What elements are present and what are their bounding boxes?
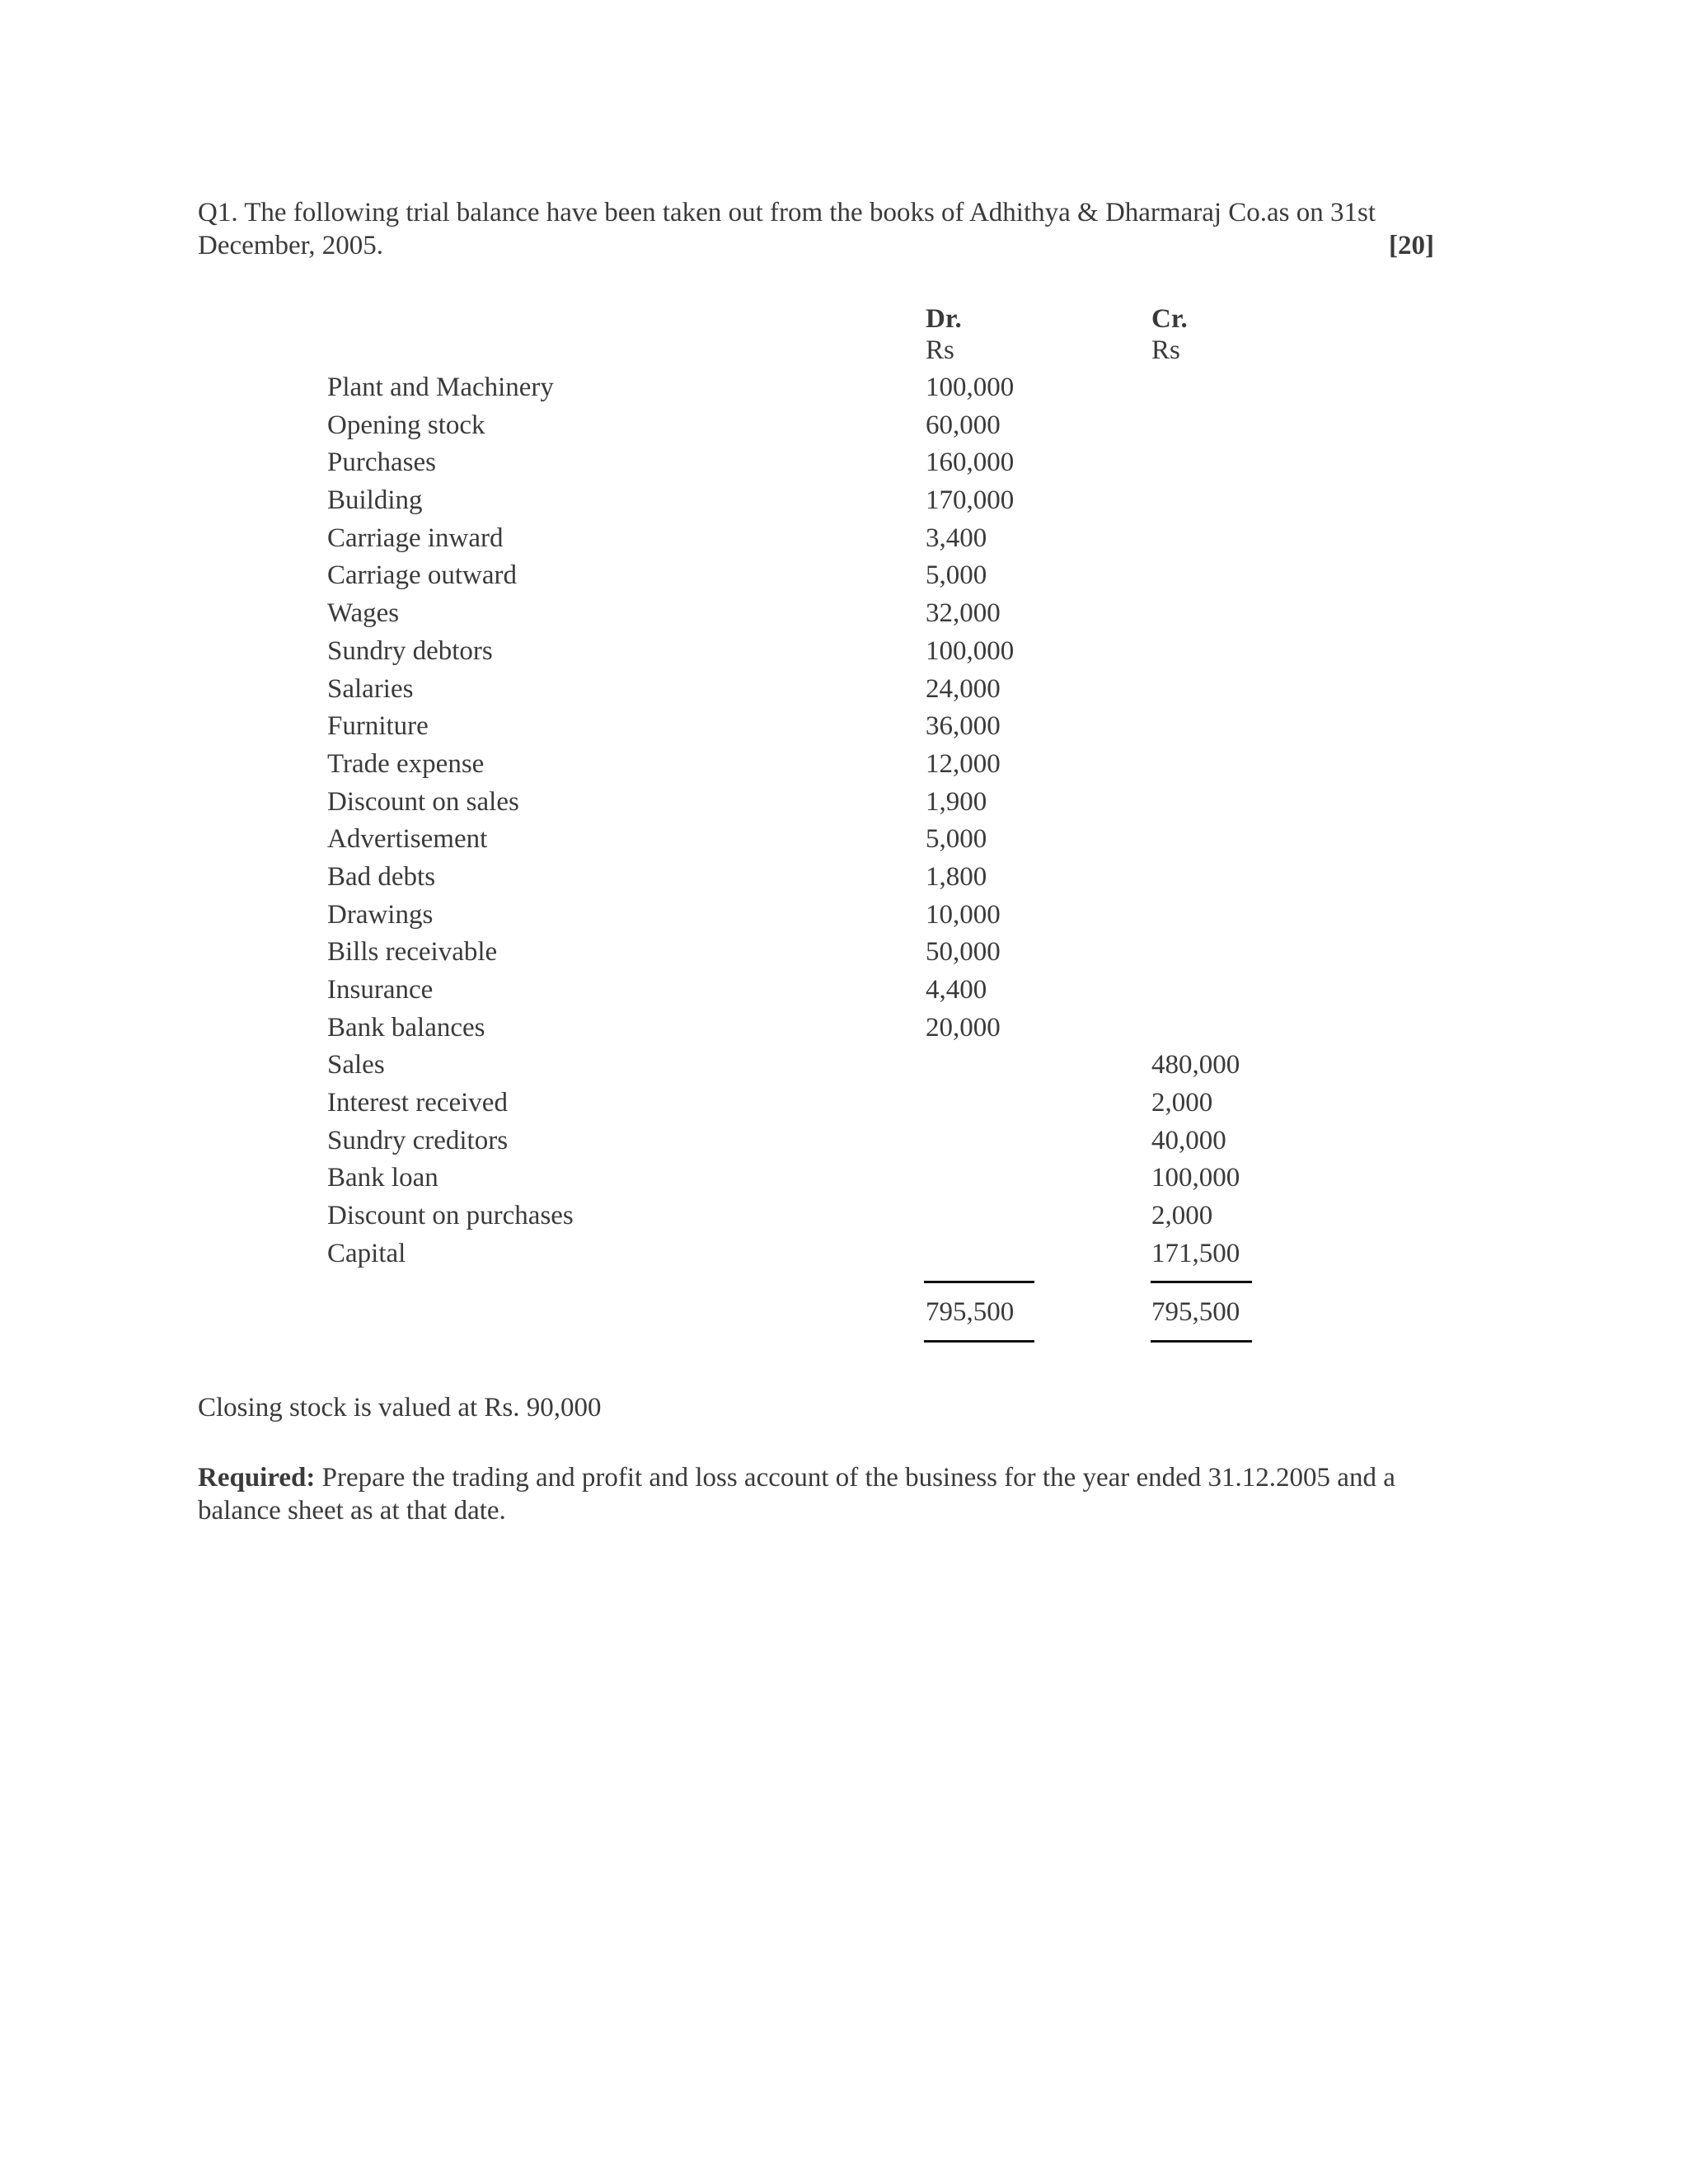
account-name: Discount on purchases [327,1201,574,1231]
dr-amount: 50,000 [926,937,1001,968]
account-name: Furniture [327,711,429,742]
table-row [327,784,1316,822]
account-name: Building [327,485,423,516]
table-row [327,1010,1316,1047]
account-name: Bills receivable [327,937,498,968]
account-name: Advertisement [327,824,488,855]
question-intro [198,196,1434,262]
account-name: Capital [327,1238,406,1268]
table-row [327,1197,1316,1235]
dr-amount: 20,000 [926,1012,1001,1043]
table-row [327,482,1316,520]
dr-amount: 170,000 [926,485,1015,516]
table-row [327,557,1316,595]
account-name: Discount on sales [327,786,519,817]
dr-amount: 1,900 [926,786,987,817]
table-row [327,859,1316,897]
table-row [327,595,1316,633]
dr-amount: 60,000 [926,410,1001,440]
marks-label: [20] [1389,231,1434,260]
account-name: Sundry creditors [327,1125,509,1155]
dr-amount: 3,400 [926,523,987,553]
table-row [327,444,1316,482]
account-name: Sundry debtors [327,635,493,666]
dr-total: 795,500 [926,1297,1015,1327]
dr-amount: 32,000 [926,598,1001,629]
cr-total-rule-bottom [1151,1340,1252,1343]
table-row [327,1122,1316,1160]
cr-amount: 171,500 [1151,1238,1240,1268]
table-row [327,1047,1316,1085]
dr-amount: 24,000 [926,673,1001,704]
table-row [327,972,1316,1010]
table-row [327,633,1316,671]
cr-column-header [1151,303,1188,366]
cr-total: 795,500 [1151,1297,1240,1327]
required-label: Required: [198,1463,316,1493]
table-row [327,520,1316,558]
cr-amount: 480,000 [1151,1050,1240,1080]
cr-amount: 40,000 [1151,1125,1226,1155]
dr-total-rule-top [924,1281,1034,1283]
dr-total-rule-bottom [924,1340,1034,1343]
account-name: Bad debts [327,861,436,892]
account-name: Carriage outward [327,560,517,591]
account-name: Plant and Machinery [327,373,554,402]
table-row [327,1085,1316,1122]
dr-unit: Rs [926,335,954,365]
account-name: Salaries [327,673,414,704]
dr-amount: 36,000 [926,711,1001,742]
cr-label: Cr. [1151,304,1188,334]
account-name: Interest received [327,1088,508,1118]
table-row [327,897,1316,935]
cr-amount: 100,000 [1151,1163,1240,1193]
dr-amount: 100,000 [926,635,1015,666]
dr-amount: 5,000 [926,824,987,855]
question-line-2: December, 2005. [198,231,384,260]
table-row [327,746,1316,784]
account-name: Drawings [327,899,434,930]
account-name: Bank balances [327,1012,485,1043]
closing-stock-note: Closing stock is valued at Rs. 90,000 [198,1393,602,1422]
account-name: Insurance [327,975,434,1005]
table-row [327,369,1316,407]
dr-amount: 12,000 [926,748,1001,779]
table-row [327,934,1316,972]
account-name: Purchases [327,448,436,478]
dr-column-header [926,303,962,366]
dr-amount: 160,000 [926,448,1015,478]
table-row [327,1160,1316,1197]
dr-amount: 100,000 [926,373,1015,402]
dr-amount: 10,000 [926,899,1001,930]
dr-amount: 4,400 [926,975,987,1005]
question-line-1: Q1. The following trial balance have been taken out from the books of Adhithya & Dharmaraj Co.as on 31st [198,198,1376,227]
account-name: Trade expense [327,748,485,779]
table-row [327,1235,1316,1273]
required-text: Prepare the trading and profit and loss account of the business for the year ended 31.12.2005 and a balance sheet as at that date. [198,1463,1395,1526]
required-instruction [198,1461,1484,1527]
cr-amount: 2,000 [1151,1088,1213,1118]
cr-unit: Rs [1151,335,1180,365]
dr-amount: 5,000 [926,560,987,591]
account-name: Bank loan [327,1163,438,1193]
dr-amount: 1,800 [926,861,987,892]
table-row [327,821,1316,859]
table-row [327,671,1316,709]
account-name: Sales [327,1050,385,1080]
cr-amount: 2,000 [1151,1201,1213,1231]
dr-label: Dr. [926,304,962,334]
account-name: Opening stock [327,410,485,440]
account-name: Carriage inward [327,523,504,553]
trial-balance-table [327,369,1316,1273]
table-row [327,708,1316,746]
table-row [327,407,1316,445]
cr-total-rule-top [1151,1281,1252,1283]
account-name: Wages [327,598,400,629]
question-line-2-wrap [198,229,1434,262]
